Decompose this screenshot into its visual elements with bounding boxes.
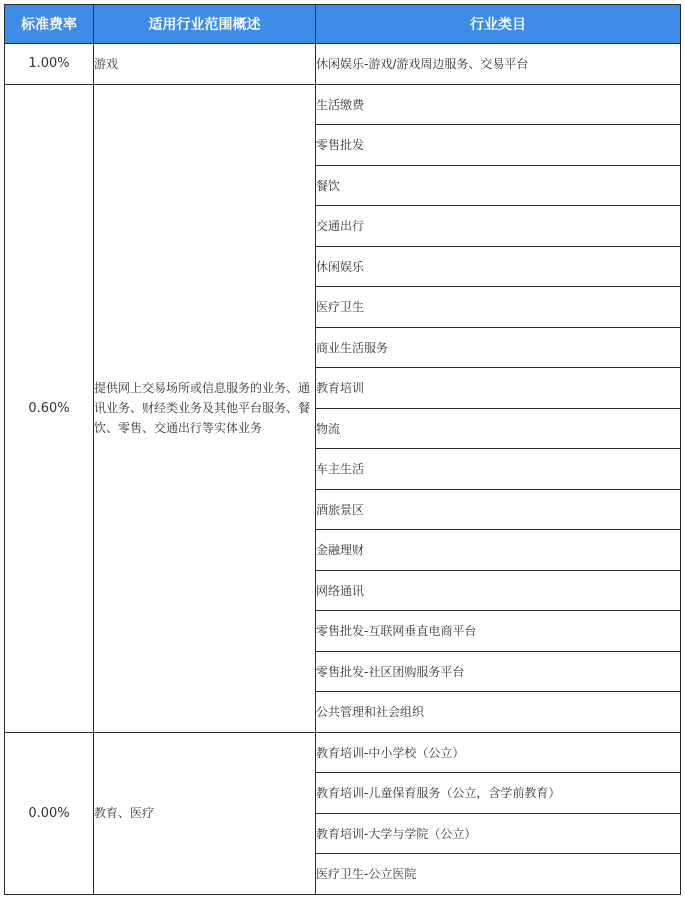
category-cell: 商业生活服务 [316,327,681,368]
category-cell: 教育培训 [316,368,681,409]
category-cell: 休闲娱乐 [316,246,681,287]
table-header [5,5,681,44]
rate-table [4,4,681,895]
rate-cell: 0.60% [5,84,94,732]
category-cell: 医疗卫生-公立医院 [316,854,681,895]
category-cell: 零售批发-社区团购服务平台 [316,651,681,692]
category-cell: 餐饮 [316,165,681,206]
category-cell: 休闲娱乐-游戏/游戏周边服务、交易平台 [316,44,681,85]
table-row [5,44,681,85]
category-cell: 公共管理和社会组织 [316,692,681,733]
header-category: 行业类目 [316,5,681,44]
scope-cell: 教育、医疗 [94,732,316,894]
category-cell: 教育培训-儿童保育服务（公立，含学前教育） [316,773,681,814]
table-row [5,84,681,125]
header-rate: 标准费率 [5,5,94,44]
category-cell: 医疗卫生 [316,287,681,328]
category-cell: 网络通讯 [316,570,681,611]
category-cell: 金融理财 [316,530,681,571]
category-cell: 交通出行 [316,206,681,247]
category-cell: 生活缴费 [316,84,681,125]
category-cell: 零售批发-互联网垂直电商平台 [316,611,681,652]
header-row [5,5,681,44]
table-body [5,44,681,895]
category-cell: 零售批发 [316,125,681,166]
header-scope: 适用行业范围概述 [94,5,316,44]
category-cell: 教育培训-大学与学院（公立） [316,813,681,854]
category-cell: 车主生活 [316,449,681,490]
category-cell: 物流 [316,408,681,449]
scope-cell: 游戏 [94,44,316,85]
rate-cell: 0.00% [5,732,94,894]
table-row [5,732,681,773]
scope-cell: 提供网上交易场所或信息服务的业务、通讯业务、财经类业务及其他平台服务、餐饮、零售、交通出行等实体业务 [94,84,316,732]
category-cell: 教育培训-中小学校（公立） [316,732,681,773]
category-cell: 酒旅景区 [316,489,681,530]
rate-cell: 1.00% [5,44,94,85]
